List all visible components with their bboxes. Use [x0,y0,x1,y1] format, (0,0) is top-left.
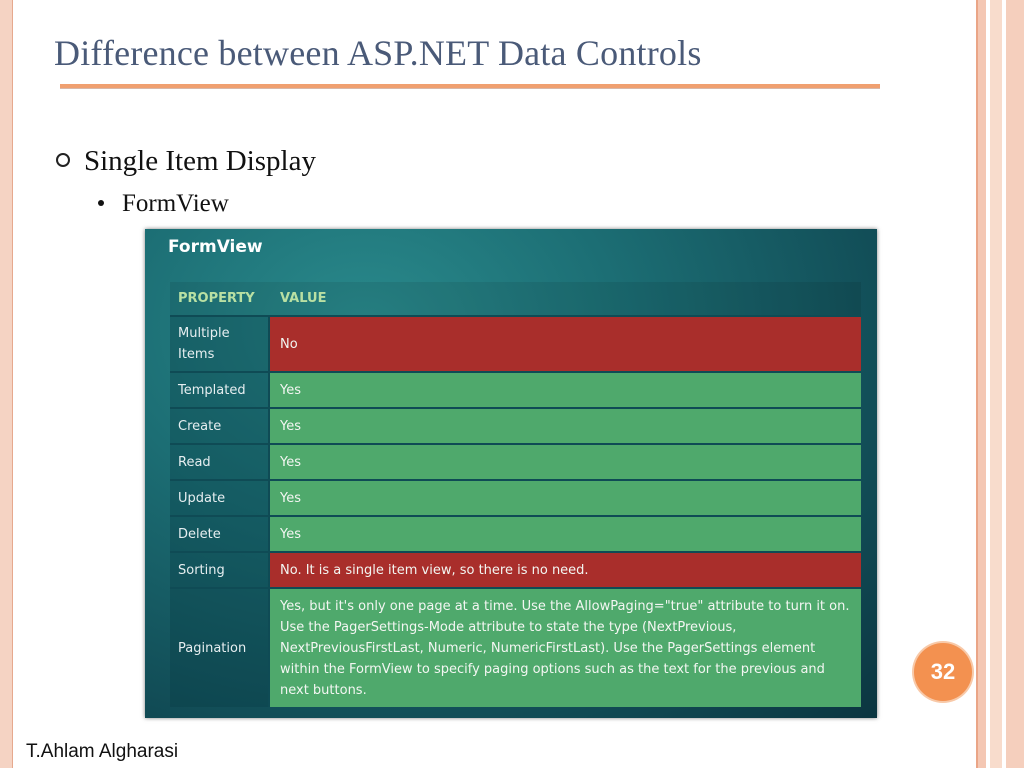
table-row [170,481,861,517]
table-row [170,589,861,707]
slide-left-border-line [12,0,13,768]
row-value: Yes, but it's only one page at a time. Use the AllowPaging="true" attribute to turn it on. Use the PagerSettings-Mode attribute to state the type (NextPrevious, NextPreviousFirstLast, Numeric, NumericFirstLast). Use the PagerSettings element within the FormView to specify paging options such as the text for the previous and next buttons. [268,589,861,707]
row-value: Yes [268,445,861,479]
row-property: Create [170,409,268,443]
header-property: PROPERTY [178,291,255,306]
header-value: VALUE [280,291,327,306]
row-property: Read [170,445,268,479]
row-value: Yes [268,517,861,551]
row-property: Update [170,481,268,515]
table-row [170,445,861,481]
formview-heading: FormView [168,237,263,257]
bullet-level2 [98,190,229,218]
title-underline [60,84,880,89]
row-value: Yes [268,373,861,407]
bullet-level1 [56,145,316,178]
dot-bullet-icon [98,200,104,206]
table-header-row [170,282,861,317]
table-row [170,517,861,553]
row-value: Yes [268,409,861,443]
row-property: Templated [170,373,268,407]
row-property: Sorting [170,553,268,587]
bullet-level2-text: FormView [122,190,229,217]
page-number-badge: 32 [914,643,972,701]
row-property: Pagination [170,589,268,707]
table-row [170,553,861,589]
row-value: Yes [268,481,861,515]
formview-screenshot [145,229,877,718]
row-value: No. It is a single item view, so there is no need. [268,553,861,587]
slide-right-border-line [976,0,978,768]
table-row [170,317,861,373]
table-row [170,373,861,409]
footer-author: T.Ahlam Algharasi [26,741,179,762]
row-property: Multiple Items [170,317,268,371]
slide-left-border [0,0,12,768]
bullet-level1-text: Single Item Display [84,145,316,177]
row-value: No [268,317,861,371]
formview-table [170,282,861,707]
hollow-circle-bullet-icon [56,153,70,167]
slide-title: Difference between ASP.NET Data Controls [54,33,702,73]
slide-right-border [978,0,1024,768]
table-row [170,409,861,445]
row-property: Delete [170,517,268,551]
